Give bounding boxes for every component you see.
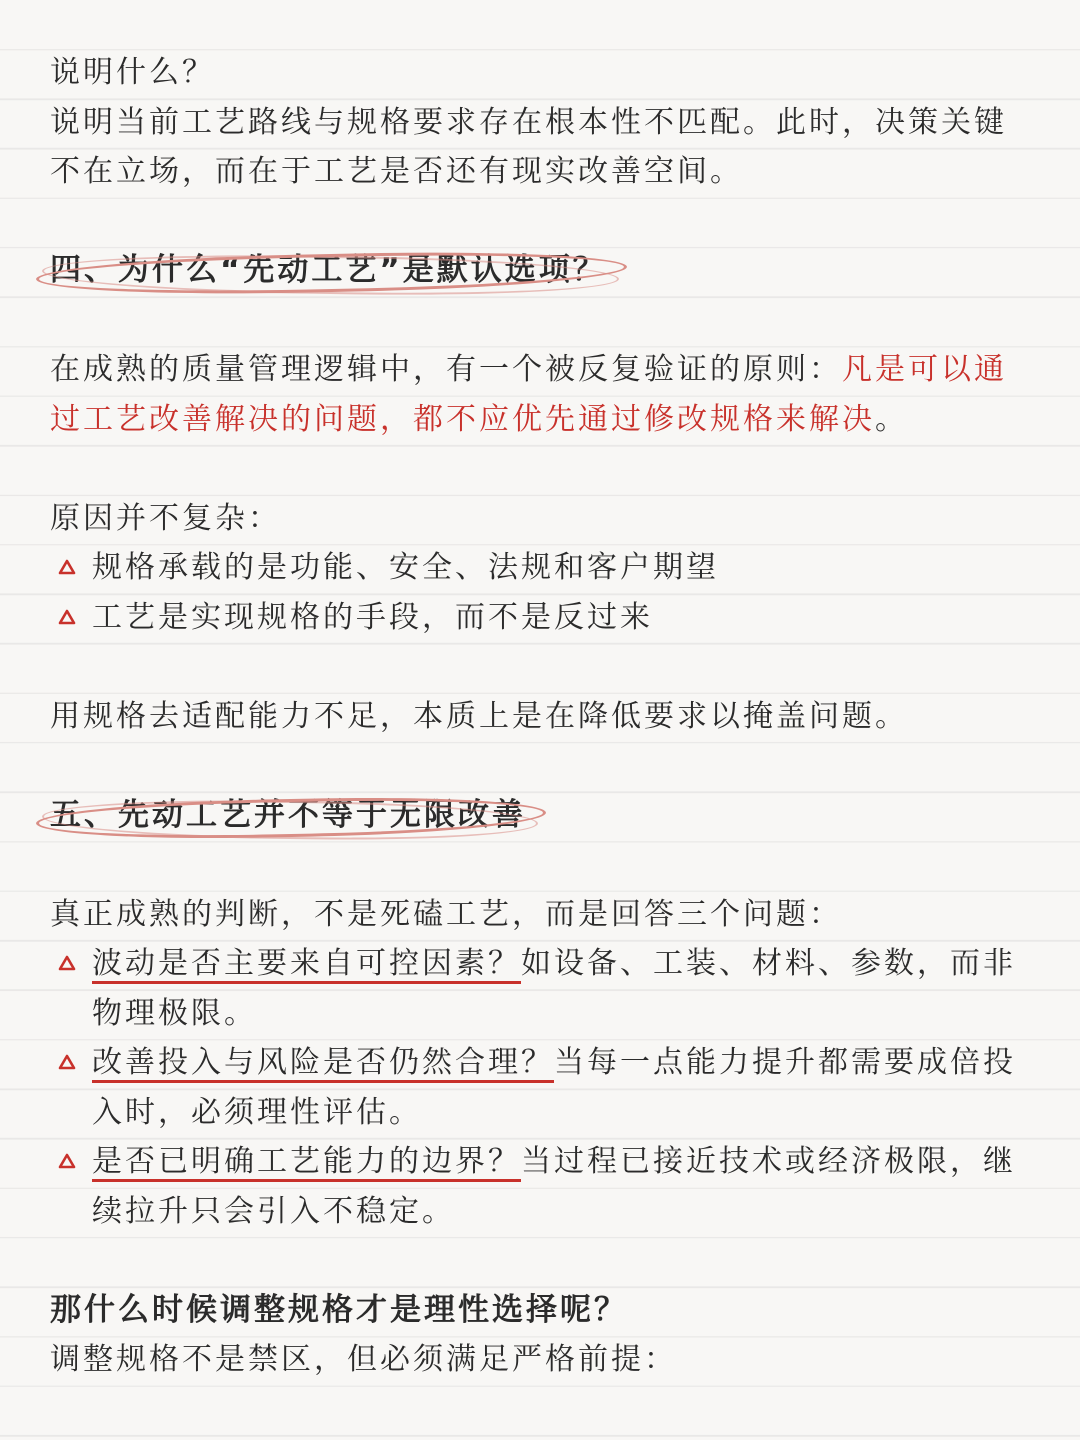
principle-emphasis: 过工艺改善解决的问题，都不应优先通过修改规格来解决: [50, 401, 875, 437]
section-4-heading-text: 四、为什么“先动工艺”是默认选项？: [50, 252, 607, 288]
section-5-intro: 真正成熟的判断，不是死磕工艺，而是回答三个问题：: [50, 896, 842, 932]
principle-line-1: [50, 345, 1030, 395]
note-page: [50, 48, 1030, 1385]
triangle-bullet-icon: [58, 559, 76, 575]
list-item-text: 工艺是实现规格的手段，而不是反过来: [92, 599, 653, 635]
reason-title: 原因并不复杂：: [50, 500, 281, 536]
list-item: [50, 1137, 1030, 1187]
triangle-bullet-icon: [58, 1054, 76, 1070]
key-question: 是否已明确工艺能力的边界？: [92, 1144, 521, 1179]
closing-question: 那什么时候调整规格才是理性选择呢？: [50, 1291, 628, 1328]
heading-highlight: [44, 791, 540, 841]
list-item: [50, 543, 1030, 593]
list-item-continuation: 入时，必须理性评估。: [92, 1094, 422, 1130]
key-question: 改善投入与风险是否仍然合理？: [92, 1045, 554, 1080]
principle-line-2: [50, 395, 1030, 445]
triangle-bullet-icon: [58, 609, 76, 625]
list-item-continuation: 物理极限。: [92, 995, 257, 1031]
principle-emphasis: 凡是可以通: [842, 352, 1007, 387]
principle-text: 在成熟的质量管理逻辑中，有一个被反复验证的原则：: [50, 352, 842, 387]
triangle-bullet-icon: [58, 1153, 76, 1169]
list-item-text: 当每一点能力提升都需要成倍投: [554, 1045, 1016, 1080]
list-item: [50, 1038, 1030, 1088]
text-line: 不在立场，而在于工艺是否还有现实改善空间。: [50, 154, 743, 189]
section-4-heading: [50, 246, 1030, 296]
section-5-heading: [50, 791, 1030, 841]
triangle-bullet-icon: [58, 955, 76, 971]
text-line: 说明什么？: [50, 55, 215, 90]
key-question: 波动是否主要来自可控因素？: [92, 946, 521, 981]
closing-line: 调整规格不是禁区，但必须满足严格前提：: [50, 1342, 677, 1377]
list-item-text: 规格承载的是功能、安全、法规和客户期望: [92, 550, 719, 585]
section-5-heading-text: 五、先动工艺并不等于无限改善: [50, 796, 526, 833]
list-item: [50, 939, 1030, 989]
heading-highlight: [44, 246, 621, 296]
list-item-text: 如设备、工装、材料、参数，而非: [521, 946, 1016, 981]
conclusion-line: 用规格去适配能力不足，本质上是在降低要求以掩盖问题。: [50, 698, 908, 734]
list-item-text: 当过程已接近技术或经济极限，继: [521, 1144, 1016, 1179]
list-item-continuation: 续拉升只会引入不稳定。: [92, 1193, 455, 1229]
text-line: 说明当前工艺路线与规格要求存在根本性不匹配。此时，决策关键: [50, 104, 1007, 140]
list-item: [50, 593, 1030, 643]
principle-text: 。: [875, 401, 908, 437]
